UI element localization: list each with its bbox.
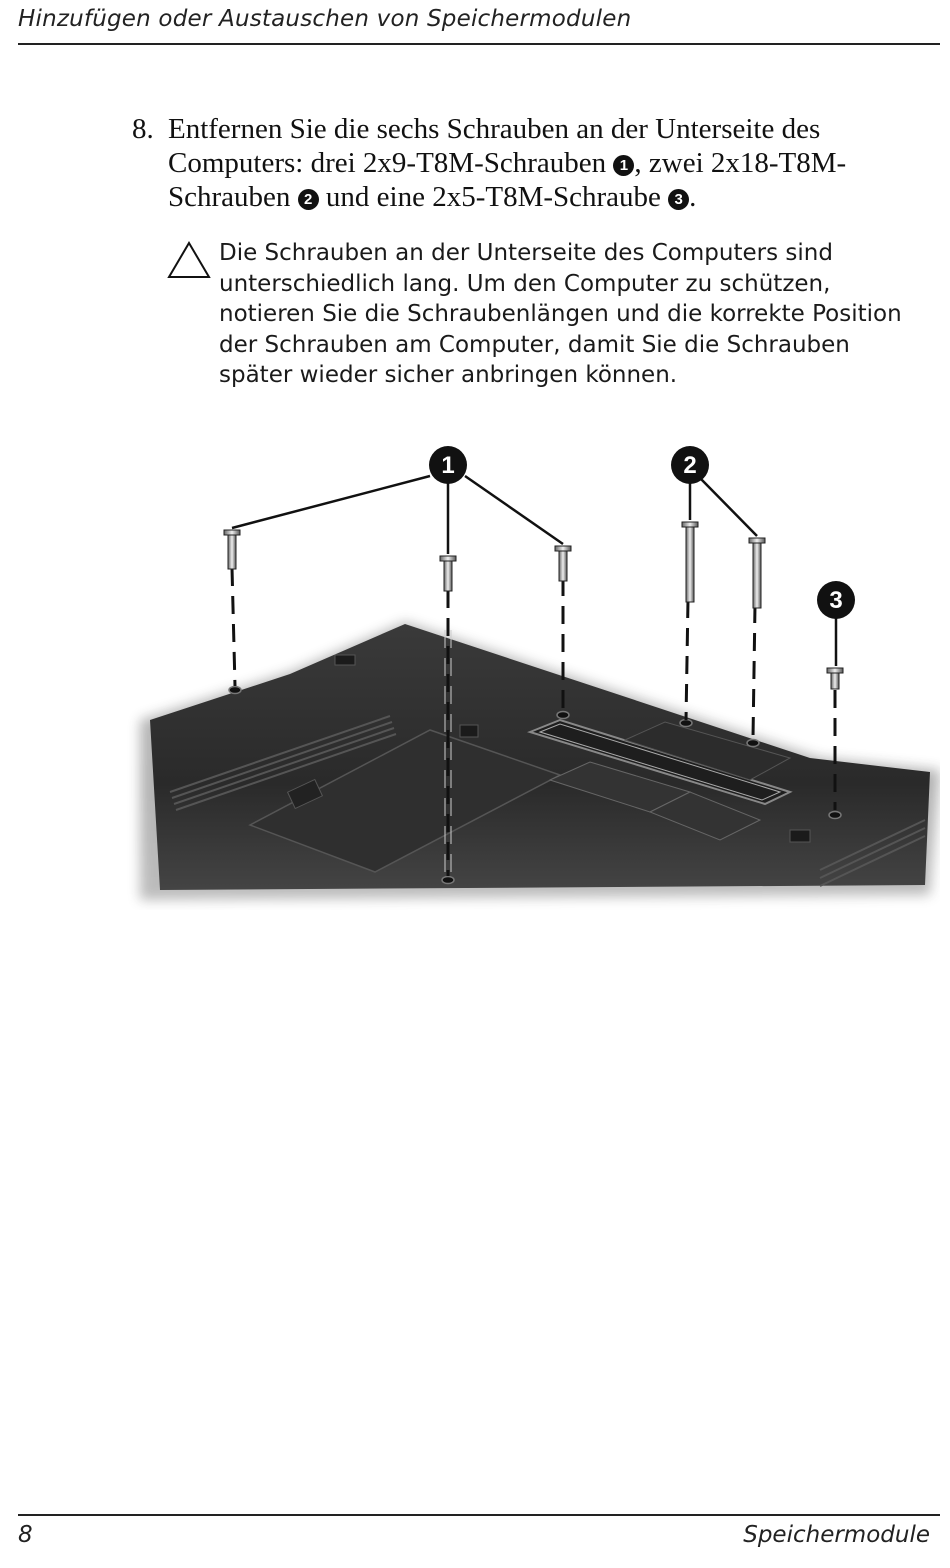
figure-callout-1 <box>429 446 467 484</box>
screw-2x9-c <box>555 546 571 581</box>
header-rule <box>18 43 940 45</box>
laptop-bottom-screws-illustration <box>120 440 940 910</box>
step-number: 8. <box>132 113 154 145</box>
screw-2x18-a <box>682 522 698 602</box>
laptop-base <box>140 622 940 900</box>
callout-leader-lines <box>232 476 836 666</box>
figure-callout-3-label: 3 <box>829 587 843 614</box>
step-text-part: , zwei 2x18-T8M-Schrauben <box>168 147 847 213</box>
screw-2x18-b <box>749 538 765 608</box>
figure-callout-2-label: 2 <box>683 452 697 479</box>
figure-callout-3 <box>817 581 855 619</box>
screw-2x9-b <box>440 556 456 591</box>
caution-text: Die Schrauben an der Unterseite des Computers sind unterschiedlich lang. Um den Computer zu schützen, notieren Sie die Schraubenlängen und die korrekte Position der Schrauben am Computer, damit Sie die Schrauben später wieder sicher anbringen können. <box>219 240 902 388</box>
step-text <box>168 112 858 214</box>
callout-2-badge: 2 <box>298 189 319 210</box>
step-text-part: . <box>689 181 697 213</box>
figure-callout-1-label: 1 <box>441 452 455 479</box>
footer-rule <box>18 1514 940 1516</box>
callout-3-badge: 3 <box>668 189 689 210</box>
running-header: Hinzufügen oder Austauschen von Speichermodulen <box>18 6 632 32</box>
callout-1-badge: 1 <box>613 155 634 176</box>
screw-2x5 <box>827 668 843 689</box>
screw-2x9-a <box>224 530 240 569</box>
page-number: 8 <box>18 1522 33 1548</box>
warning-triangle-icon <box>167 241 211 279</box>
step-text-part: Entfernen Sie die sechs Schrauben an der Unterseite des Computers: drei 2x9-T8M-Schrauben <box>168 113 821 179</box>
footer-section-title: Speichermodule <box>743 1522 930 1548</box>
step-text-part: und eine 2x5-T8M-Schraube <box>318 181 669 213</box>
figure-callout-2 <box>671 446 709 484</box>
